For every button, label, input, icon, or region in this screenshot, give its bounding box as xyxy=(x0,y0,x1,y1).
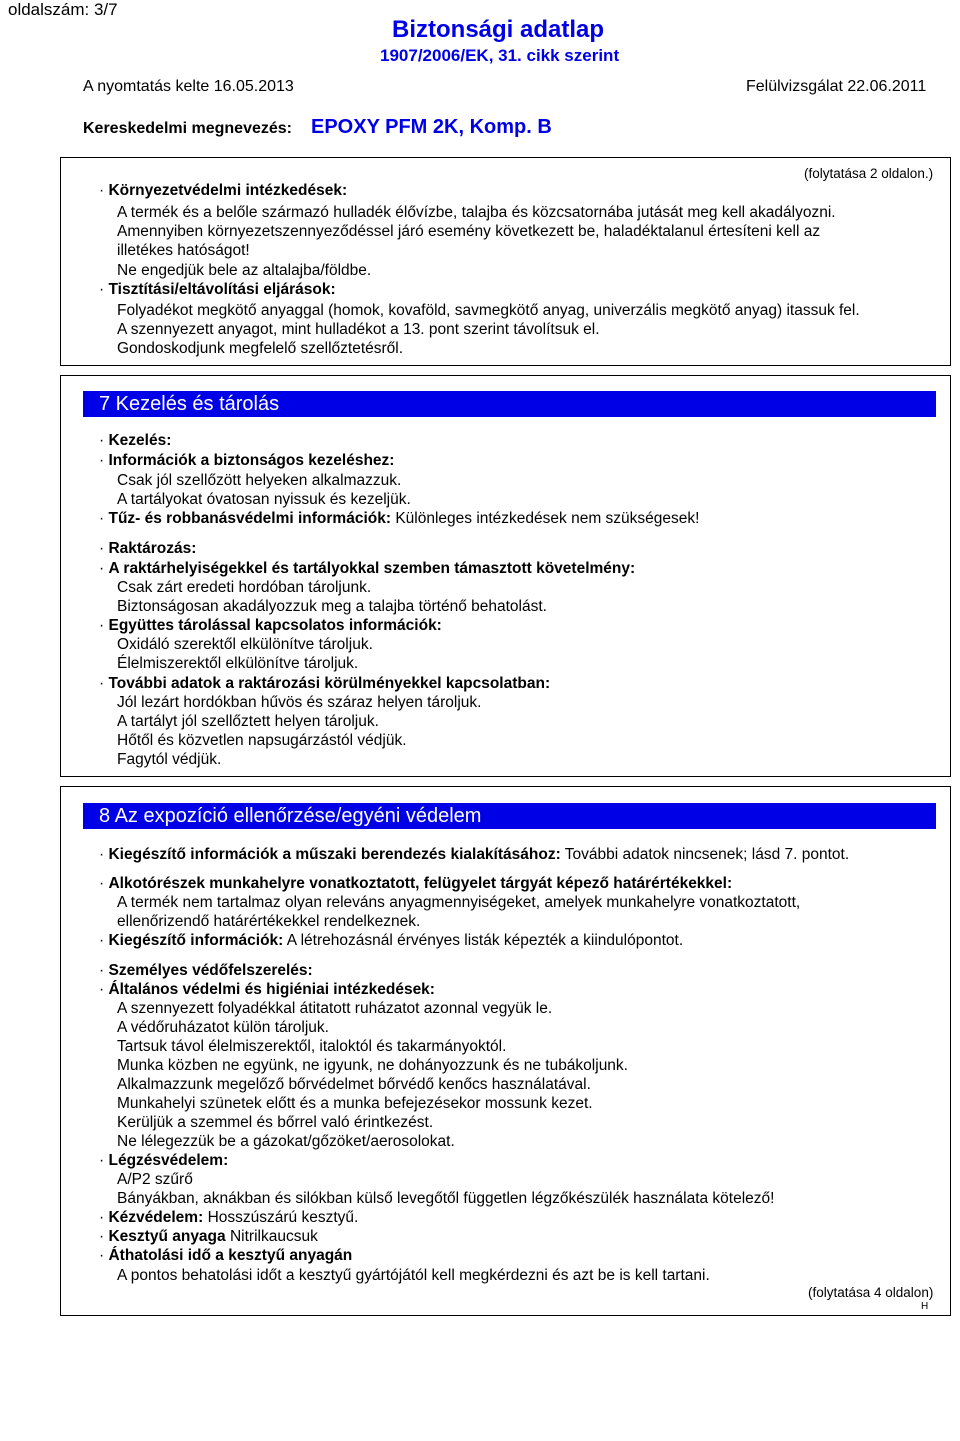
bullet: · xyxy=(99,932,105,949)
hyg-line-5: Alkalmazzunk megelőző bőrvédelmet bőrvédő kenőcs használatával. xyxy=(117,1076,591,1093)
cond-line-2: A tartályt jól szellőztett helyen tároljuk. xyxy=(117,713,379,730)
handling-title xyxy=(99,431,171,450)
resp-line-2: Bányákban, aknákban és silókban külső levegőtől független légzőkészülék használata kötelező! xyxy=(117,1190,775,1207)
bullet: · xyxy=(99,1228,105,1245)
storage-conditions-title xyxy=(99,674,550,693)
common-line-1: Oxidáló szerektől elkülönítve tároljuk. xyxy=(117,636,373,653)
ppe-title xyxy=(99,961,313,980)
bullet: · xyxy=(99,1209,105,1226)
trade-name-label: Kereskedelmi megnevezés: xyxy=(83,120,292,137)
bullet: · xyxy=(99,962,105,979)
cond-line-1: Jól lezárt hordókban hűvös és száraz helyen tároljuk. xyxy=(117,694,482,711)
env-measures-title xyxy=(99,181,347,200)
bullet: · xyxy=(99,452,105,469)
bullet: · xyxy=(99,560,105,577)
glove-material-label: Kesztyű anyaga xyxy=(108,1228,226,1245)
req-line-2: Biztonságosan akadályozzuk meg a talajba történő behatolást. xyxy=(117,598,547,615)
hyg-line-1: A szennyezett folyadékkal átitatott ruházatot azonnal vegyük le. xyxy=(117,1000,553,1017)
tech-info xyxy=(99,845,849,864)
continued-to-note: (folytatása 4 oldalon) xyxy=(808,1285,934,1300)
storage-label: Raktározás: xyxy=(108,540,197,557)
cleaning-line-3: Gondoskodjunk megfelelő szellőztetésről. xyxy=(117,340,404,357)
cleaning-line-2: A szennyezett anyagot, mint hulladékot a 13. pont szerint távolítsuk el. xyxy=(117,321,600,338)
regulation-ref: 1907/2006/EK, 31. cikk szerint xyxy=(380,46,620,65)
bullet: · xyxy=(99,281,105,298)
limit-line-1: A termék nem tartalmaz olyan releváns anyagmennyiségeket, amelyek munkahelyre vonatkoztatott, xyxy=(117,894,801,911)
safe-line-1: Csak jól szellőzött helyeken alkalmazzuk. xyxy=(117,472,402,489)
additional-info-label: Kiegészítő információk: xyxy=(108,932,284,949)
bullet: · xyxy=(99,875,105,892)
pen-line-1: A pontos behatolási időt a kesztyű gyártójától kell megkérdezni és azt be is kell tartani. xyxy=(117,1267,710,1284)
storage-title xyxy=(99,539,196,558)
storage-requirements-title xyxy=(99,559,635,578)
bullet: · xyxy=(99,432,105,449)
hand-protection-label: Kézvédelem: xyxy=(108,1209,204,1226)
hyg-line-8: Ne lélegezzük be a gázokat/gőzöket/aerosolokat. xyxy=(117,1133,455,1150)
document-title: Biztonsági adatlap xyxy=(392,16,605,43)
hyg-line-7: Kerüljük a szemmel és bőrrel való érintkezést. xyxy=(117,1114,434,1131)
resp-line-1: A/P2 szűrő xyxy=(117,1171,193,1188)
safe-handling-label: Információk a biztonságos kezeléshez: xyxy=(108,452,395,469)
bullet: · xyxy=(99,1152,105,1169)
env-line-4: Ne engedjük bele az altalajba/földbe. xyxy=(117,262,372,279)
continued-from-note: (folytatása 2 oldalon.) xyxy=(804,166,934,181)
respiratory-title xyxy=(99,1151,228,1170)
bullet: · xyxy=(99,617,105,634)
footer-mark: H xyxy=(921,1301,929,1312)
respiratory-label: Légzésvédelem: xyxy=(108,1152,229,1169)
common-storage-title xyxy=(99,616,442,635)
hygiene-title xyxy=(99,980,435,999)
safe-handling-title xyxy=(99,451,394,470)
bullet: · xyxy=(99,510,105,527)
env-line-2: Amennyiben környezetszennyeződéssel járó esemény következett be, haladéktalanul értesíteni kell az xyxy=(117,223,821,240)
bullet: · xyxy=(99,1247,105,1264)
tech-info-label: Kiegészítő információk a műszaki berendezés kialakításához: xyxy=(108,846,561,863)
cleaning-title xyxy=(99,280,336,299)
limit-values-label: Alkotórészek munkahelyre vonatkoztatott, felügyelet tárgyát képező határértékekkel: xyxy=(108,875,733,892)
penetration-label: Áthatolási idő a kesztyű anyagán xyxy=(108,1247,353,1264)
hyg-line-4: Munka közben ne együnk, ne igyunk, ne dohányozzunk és ne tubákoljunk. xyxy=(117,1057,628,1074)
fire-protection-label: Tűz- és robbanásvédelmi információk: xyxy=(108,510,391,527)
hyg-line-2: A védőruházatot külön tároljuk. xyxy=(117,1019,329,1036)
bullet: · xyxy=(99,675,105,692)
bullet: · xyxy=(99,846,105,863)
additional-info-text: A létrehozásnál érvényes listák képezték a kiindulópontot. xyxy=(286,932,684,949)
cleaning-label: Tisztítási/eltávolítási eljárások: xyxy=(108,281,336,298)
penetration-title xyxy=(99,1246,352,1265)
bullet: · xyxy=(99,540,105,557)
hand-protection-text: Hosszúszárú kesztyű. xyxy=(207,1209,359,1226)
section-7-heading: 7 Kezelés és tárolás xyxy=(83,391,936,417)
trade-name: EPOXY PFM 2K, Komp. B xyxy=(311,116,552,138)
ppe-label: Személyes védőfelszerelés: xyxy=(108,962,313,979)
common-storage-label: Együttes tárolással kapcsolatos információk: xyxy=(108,617,442,634)
cond-line-4: Fagytól védjük. xyxy=(117,751,222,768)
safe-line-2: A tartályokat óvatosan nyissuk és kezeljük. xyxy=(117,491,411,508)
bullet: · xyxy=(99,981,105,998)
storage-requirements-label: A raktárhelyiségekkel és tartályokkal szemben támasztott követelmény: xyxy=(108,560,636,577)
limit-line-2: ellenőrizendő határértékekkel rendelkeznek. xyxy=(117,913,421,930)
env-line-3: illetékes hatóságot! xyxy=(117,242,250,259)
glove-material xyxy=(99,1227,318,1246)
env-line-1: A termék és a belőle származó hulladék élővízbe, talajba és közcsatornába jutását meg kell akadályozni. xyxy=(117,204,836,221)
glove-material-text: Nitrilkaucsuk xyxy=(229,1228,318,1245)
handling-label: Kezelés: xyxy=(108,432,172,449)
cond-line-3: Hőtől és közvetlen napsugárzástól védjük. xyxy=(117,732,407,749)
fire-protection-text: Különleges intézkedések nem szükségesek! xyxy=(395,510,700,527)
hygiene-label: Általános védelmi és higiéniai intézkedések: xyxy=(108,981,435,998)
storage-conditions-label: További adatok a raktározási körülményekkel kapcsolatban: xyxy=(108,675,551,692)
section-8-heading: 8 Az expozíció ellenőrzése/egyéni védelem xyxy=(83,803,936,829)
hyg-line-6: Munkahelyi szünetek előtt és a munka befejezésekor mossunk kezet. xyxy=(117,1095,593,1112)
bullet: · xyxy=(99,182,105,199)
limit-values-title xyxy=(99,874,732,893)
hyg-line-3: Tartsuk távol élelmiszerektől, italoktól és takarmányoktól. xyxy=(117,1038,507,1055)
common-line-2: Élelmiszerektől elkülönítve tároljuk. xyxy=(117,655,359,672)
env-measures-label: Környezetvédelmi intézkedések: xyxy=(108,182,348,199)
req-line-1: Csak zárt eredeti hordóban tároljunk. xyxy=(117,579,372,596)
additional-info xyxy=(99,931,683,950)
revision-date: Felülvizsgálat 22.06.2011 xyxy=(746,78,927,95)
page-number: oldalszám: 3/7 xyxy=(8,0,118,19)
fire-protection xyxy=(99,509,699,528)
tech-info-text: További adatok nincsenek; lásd 7. pontot. xyxy=(564,846,850,863)
print-date: A nyomtatás kelte 16.05.2013 xyxy=(83,78,294,95)
hand-protection xyxy=(99,1208,358,1227)
cleaning-line-1: Folyadékot megkötő anyaggal (homok, kovaföld, savmegkötő anyag, univerzális megkötő anyag) itassuk fel. xyxy=(117,302,860,319)
